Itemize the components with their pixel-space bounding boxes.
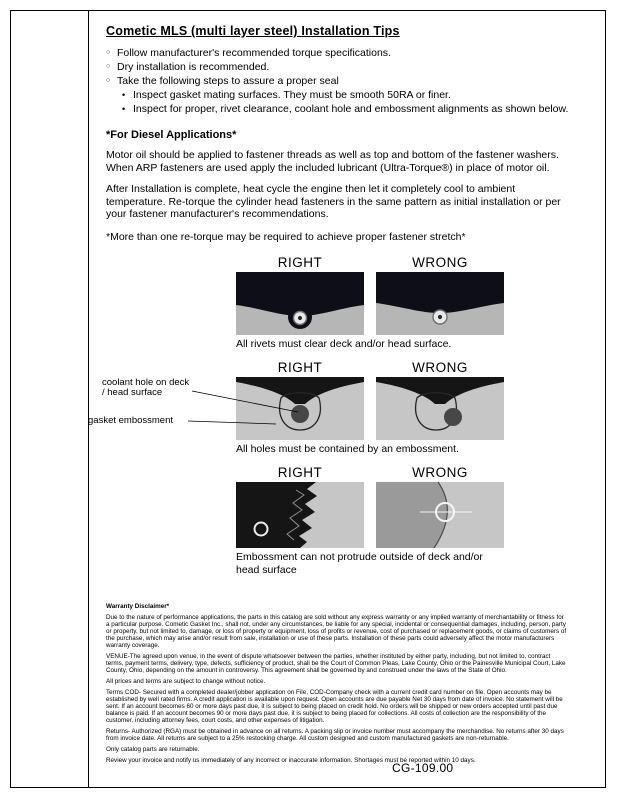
list-item bbox=[122, 103, 596, 115]
disclaimer-paragraph: VENUE-The agreed upon venue, in the event of dispute whatsoever between the parties, whether instituted by either party, including, but not limited to, contract terms, payment terms, delivery, type, defects, sufficiency of product, shall be the Court of Common Pleas, Lake County, Ohio or the Painesville Municipal Court, Lake County, Ohio, depending on the amount in controversy. This agreement shall be governed by and construed under the laws of the State of Ohio. bbox=[106, 652, 566, 674]
right-label: RIGHT bbox=[277, 464, 323, 480]
coolant-right-diagram bbox=[236, 377, 364, 440]
retorque-note: *More than one re-torque may be required to achieve proper fastener stretch* bbox=[106, 230, 466, 243]
filled-bullet-icon: • bbox=[122, 90, 126, 100]
disclaimer-paragraph: All prices and terms are subject to change without notice. bbox=[106, 677, 266, 685]
right-label: RIGHT bbox=[277, 254, 323, 270]
disclaimer-paragraph: Returns- Authorized (RGA) must be obtained in advance on all returns. A packing slip or invoice number must accompany the merchandise. No returns after 30 days from invoice date. All returns are subject to a 25% restocking charge. All custom designed and custom manufactured gaskets are non-returnable. bbox=[106, 727, 564, 742]
open-bullet-icon: ○ bbox=[106, 77, 111, 84]
diagram-panels bbox=[236, 272, 504, 335]
diagram-row-protrusion bbox=[236, 465, 504, 577]
open-bullet-icon: ○ bbox=[106, 63, 111, 70]
disclaimer-paragraph: Only catalog parts are returnable. bbox=[106, 745, 200, 753]
tip-text: Follow manufacturer's recommended torque specifications. bbox=[117, 47, 391, 59]
tips-list bbox=[106, 47, 596, 115]
diagram-caption: All holes must be contained by an embossment. bbox=[236, 442, 459, 455]
diagram-row-coolant bbox=[88, 359, 504, 456]
wrong-label: WRONG bbox=[412, 359, 468, 375]
diagram-caption: All rivets must clear deck and/or head surface. bbox=[236, 337, 452, 350]
disclaimer-paragraph: Review your invoice and notify us immediately of any incorrect or inaccurate information. Shortages must be reported within 10 days. bbox=[106, 756, 476, 764]
page-content bbox=[88, 10, 608, 768]
diagram-caption: Embossment can not protrude outside of deck and/or head surface bbox=[236, 550, 483, 576]
disclaimer-heading: Warranty Disclaimer* bbox=[106, 602, 170, 610]
diagram-block bbox=[88, 254, 504, 577]
open-bullet-icon: ○ bbox=[106, 49, 111, 56]
list-item bbox=[106, 61, 596, 73]
protrusion-wrong-diagram bbox=[376, 482, 504, 548]
right-wrong-labels bbox=[236, 465, 504, 480]
tip-text: Inspect gasket mating surfaces. They must be smooth 50RA or finer. bbox=[133, 89, 451, 101]
warranty-disclaimer bbox=[106, 603, 568, 764]
wrong-label: WRONG bbox=[412, 254, 468, 270]
tip-text: Inspect for proper, rivet clearance, coolant hole and embossment alignments as shown below. bbox=[133, 103, 569, 115]
disclaimer-paragraph: Terms COD- Secured with a completed dealer/jobber application on File, COD-Company check with a current credit card number on file. Open accounts may be established by well rated firms. A credit application is available upon request. Open accounts are due payable Net 30 days from date of invoice. No statement will be sent. If an account becomes 60 or more days past due, it is subject to being placed on credit hold. No orders will be shipped or new orders accepted until past due balance is paid. If an account becomes 90 or more days past due, it is subject to being placed for collections. All costs of collection are the responsibility of the customer, including attorney fees, court costs, and other expenses of litigation. bbox=[106, 688, 563, 724]
page-title: Cometic MLS (multi layer steel) Installation Tips bbox=[106, 24, 400, 38]
right-wrong-labels bbox=[236, 360, 504, 375]
diagram-panels bbox=[88, 376, 504, 440]
diesel-paragraph-2: After Installation is complete, heat cycle the engine then let it completely cool to ambient temperature. Re-torque the cylinder head fasteners in the same pattern as initial installation or per your fastener manufacturer's recommendations. bbox=[106, 183, 561, 220]
disclaimer-paragraph: Due to the nature of performance applications, the parts in this catalog are sold without any express warranty or any implied warranty of merchantability or fitness for a particular purpose. Cometic Gasket Inc., shall not, under any circumstances, be liable for any special, incidental or consequential damages, including, person, party or property, but not limited to, damage, or loss of property or equipment, loss of profits or revenue, cost of purchased or replacement goods, or claims of customers of the purchase, which may arise and/or result from sale, installation or use of these parts. Installation of these parts could adversely affect the motor manufacturers warranty coverage. bbox=[106, 613, 567, 649]
filled-bullet-icon: • bbox=[122, 104, 126, 114]
diesel-paragraph-1: Motor oil should be applied to fastener threads as well as top and bottom of the fastener washers. When ARP fasteners are used apply the included lubricant (Ultra-Torque®) in place of motor oil. bbox=[106, 149, 559, 174]
rivet-wrong-diagram bbox=[376, 272, 504, 335]
diagram-row-rivets bbox=[236, 255, 504, 351]
diesel-heading: *For Diesel Applications* bbox=[106, 129, 237, 141]
gasket-embossment-label: gasket embossment bbox=[88, 414, 174, 426]
right-label: RIGHT bbox=[277, 359, 323, 375]
list-item bbox=[106, 47, 596, 59]
coolant-annotations bbox=[86, 377, 236, 440]
wrong-label: WRONG bbox=[412, 464, 468, 480]
list-item bbox=[122, 89, 596, 101]
diagram-panels bbox=[236, 482, 504, 548]
rivet-right-diagram bbox=[236, 272, 364, 335]
tip-text: Take the following steps to assure a proper seal bbox=[117, 75, 339, 87]
tip-text: Dry installation is recommended. bbox=[117, 61, 270, 73]
catalog-code: CG-109.00 bbox=[392, 761, 454, 775]
right-wrong-labels bbox=[236, 255, 504, 270]
protrusion-right-diagram bbox=[236, 482, 364, 548]
list-item bbox=[106, 75, 596, 87]
coolant-hole-label: coolant hole on deck / head surface bbox=[102, 376, 190, 398]
coolant-wrong-diagram bbox=[376, 377, 504, 440]
